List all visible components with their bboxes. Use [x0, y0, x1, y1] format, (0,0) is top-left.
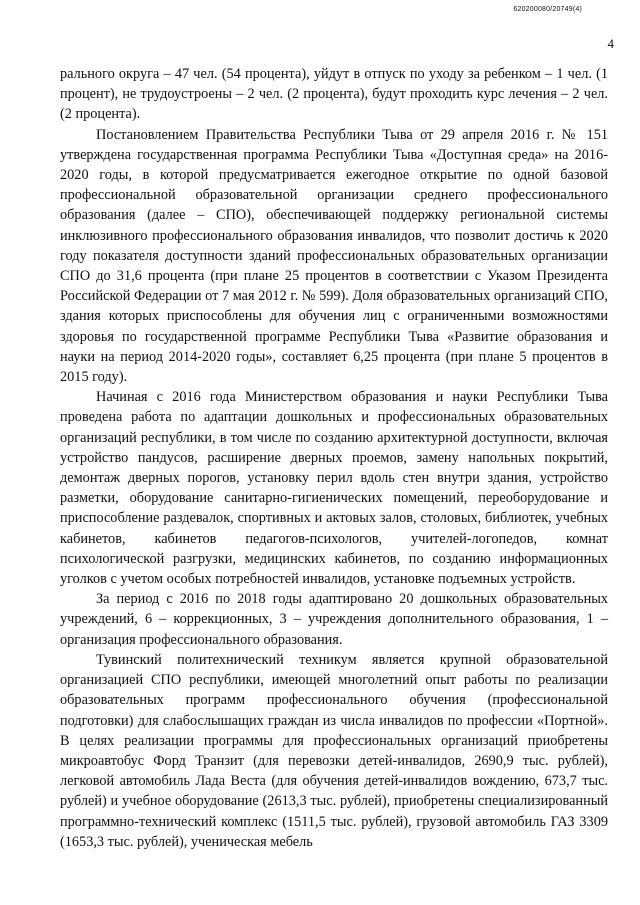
paragraph-adaptation-work: Начиная с 2016 года Министерством образования и науки Республики Тыва проведена работа по адаптации дошкольных и профессиональных образовательных организаций республики, в том числе по созданию архитектурной доступности, включая устройство пандусов, расширение дверных проемов, замену напольных покрытий, демонтаж дверных порогов, установку перил вдоль стен внутри здания, устройство разметки, оборудование санитарно-гигиенических помещений, переоборудование и приспособление раздевалок, спортивных и актовых залов, столовых, библиотек, учебных кабинетов, кабинетов педагогов-психологов, учителей-логопедов, комнат психологической разгрузки, медицинских кабинетов, по созданию информационных уголков с учетом особых потребностей инвалидов, установке подъемных устройств.: [60, 389, 608, 588]
document-code: 620200080/20749(4): [513, 6, 582, 13]
paragraph-continuation: рального округа – 47 чел. (54 процента), уйдут в отпуск по уходу за ребенком – 1 чел. (1 процент), не трудоустроены – 2 чел. (2 процента), будут проходить курс лечения – 2 чел. (2 процента).: [60, 66, 608, 123]
paragraph-polytechnic: Тувинский политехнический техникум является крупной образовательной организацией СПО республики, имеющей многолетний опыт работы по реализации образовательных программ профессионального обучения (профессиональной подготовки) для слабослышащих граждан из числа инвалидов по профессии «Портной». В целях реализации программы для профессиональных организаций приобретены микроавтобус Форд Транзит (для перевозки детей-инвалидов, 2690,9 тыс. рублей), легковой автомобиль Лада Веста (для обучения детей-инвалидов вождению, 673,7 тыс. рублей) и учебное оборудование (2613,3 тыс. рублей), приобретены специализированный программно-технический комплекс (1511,5 тыс. рублей), грузовой автомобиль ГАЗ 3309 (1653,3 тыс. рублей), ученическая мебель: [60, 651, 608, 850]
paragraph-adapted-institutions: За период с 2016 по 2018 годы адаптировано 20 дошкольных образовательных учреждений, 6 – коррекционных, 3 – учреждения дополнительного образования, 1 – организация профессионального образования.: [60, 591, 608, 648]
document-body: [60, 64, 608, 852]
paragraph-state-program: Постановлением Правительства Республики Тыва от 29 апреля 2016 г. № 151 утверждена государственная программа Республики Тыва «Доступная среда» на 2016-2020 годы, в которой предусматривается ежегодное открытие по одной базовой профессиональной образовательной организации среднего профессионального образования (далее – СПО), обеспечивающей поддержку региональной системы инклюзивного профессионального образования инвалидов, что позволит достичь к 2020 году показателя доступности зданий профессиональных образовательных организации СПО до 31,6 процента (при плане 25 процентов в соответствии с Указом Президента Российской Федерации от 7 мая 2012 г. № 599). Доля образовательных организаций СПО, здания которых приспособлены для обучения лиц с ограниченными возможностями здоровья по государственной программе Республики Тыва «Развитие образования и науки на период 2014-2020 годы», составляет 6,25 процента (при плане 5 процентов в 2015 году).: [60, 126, 608, 386]
page-number: 4: [607, 36, 614, 51]
